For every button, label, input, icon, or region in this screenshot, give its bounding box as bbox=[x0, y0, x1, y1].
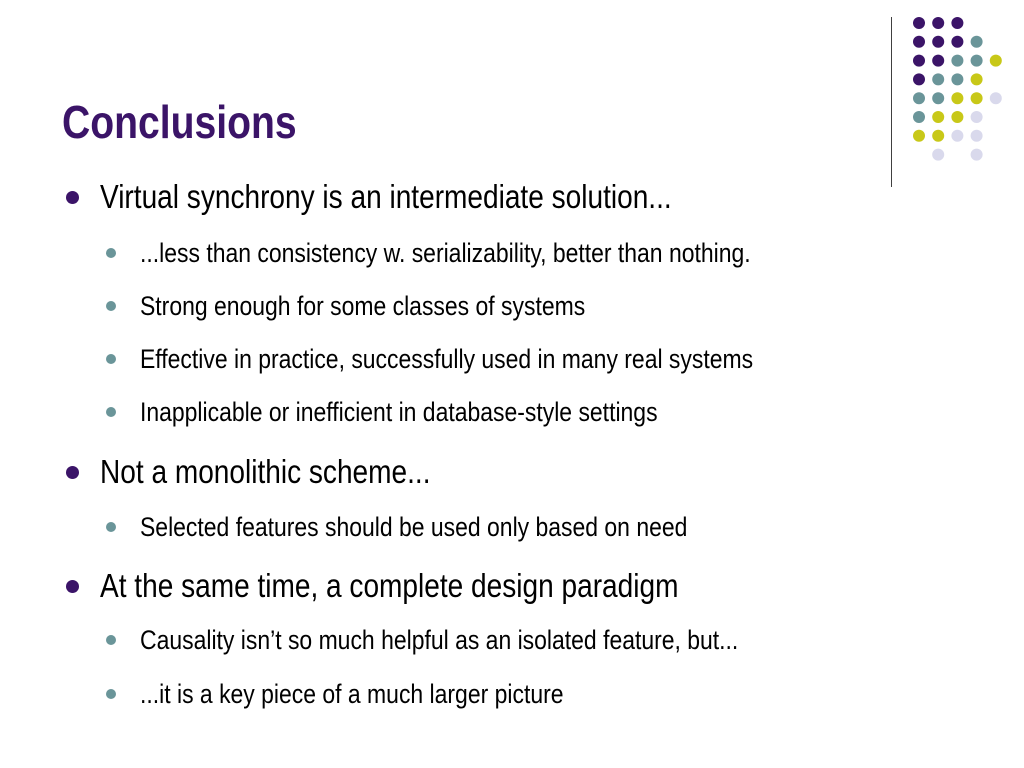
sub-bullet-marker bbox=[106, 301, 116, 311]
sub-bullet-text: ...less than consistency w. serializability, better than nothing. bbox=[140, 238, 751, 268]
decorative-dot bbox=[951, 73, 963, 85]
decorative-dot-grid bbox=[0, 0, 1024, 200]
decorative-dot bbox=[932, 92, 944, 104]
decorative-dot bbox=[971, 55, 983, 67]
sub-bullet-item bbox=[140, 393, 749, 431]
bullet-item bbox=[100, 450, 489, 494]
decorative-dot bbox=[971, 36, 983, 48]
sub-bullet-text: Strong enough for some classes of systems bbox=[140, 291, 586, 321]
decorative-dot bbox=[990, 55, 1002, 67]
decorative-dot bbox=[932, 130, 944, 142]
bullet-text: Virtual synchrony is an intermediate solution... bbox=[100, 178, 672, 215]
decorative-dot bbox=[990, 92, 1002, 104]
decorative-dot bbox=[913, 17, 925, 29]
decorative-dot bbox=[913, 92, 925, 104]
sub-bullet-marker bbox=[106, 522, 116, 532]
decorative-dot bbox=[932, 36, 944, 48]
bullet-item bbox=[100, 175, 773, 219]
decorative-dot bbox=[913, 130, 925, 142]
sub-bullet-marker bbox=[106, 635, 116, 645]
decorative-dot bbox=[951, 92, 963, 104]
decorative-dot bbox=[932, 111, 944, 123]
sub-bullet-text: Selected features should be used only based on need bbox=[140, 512, 688, 542]
sub-bullet-item bbox=[140, 340, 861, 378]
sub-bullet-text: Causality isn’t so much helpful as an isolated feature, but... bbox=[140, 625, 739, 655]
bullet-marker bbox=[66, 580, 79, 593]
sub-bullet-item bbox=[140, 508, 784, 546]
sub-bullet-item bbox=[140, 234, 858, 272]
bullet-marker bbox=[66, 466, 79, 479]
sub-bullet-marker bbox=[106, 689, 116, 699]
bullet-text: At the same time, a complete design paradigm bbox=[100, 567, 679, 604]
decorative-dot bbox=[932, 149, 944, 161]
slide-title: Conclusions bbox=[62, 96, 297, 148]
decorative-dot bbox=[951, 111, 963, 123]
decorative-dot bbox=[913, 36, 925, 48]
sub-bullet-marker bbox=[106, 354, 116, 364]
decorative-dot bbox=[951, 36, 963, 48]
decorative-dot bbox=[971, 130, 983, 142]
decorative-dot bbox=[951, 17, 963, 29]
dot-grid-group bbox=[913, 17, 1002, 161]
bullet-item bbox=[100, 564, 781, 608]
decorative-dot bbox=[932, 73, 944, 85]
sub-bullet-text: Inapplicable or inefficient in database-style settings bbox=[140, 397, 658, 427]
decorative-dot bbox=[971, 73, 983, 85]
decorative-dot bbox=[951, 130, 963, 142]
sub-bullet-text: Effective in practice, successfully used in many real systems bbox=[140, 344, 754, 374]
sub-bullet-marker bbox=[106, 248, 116, 258]
bullet-marker bbox=[66, 191, 79, 204]
sub-bullet-item bbox=[140, 287, 664, 325]
sub-bullet-item bbox=[140, 621, 844, 659]
bullet-text: Not a monolithic scheme... bbox=[100, 453, 431, 490]
decorative-dot bbox=[913, 111, 925, 123]
decorative-dot bbox=[913, 73, 925, 85]
decorative-dot bbox=[932, 55, 944, 67]
decorative-dot bbox=[913, 55, 925, 67]
decorative-dot bbox=[971, 92, 983, 104]
decorative-dot bbox=[951, 55, 963, 67]
sub-bullet-marker bbox=[106, 407, 116, 417]
decorative-dot bbox=[971, 111, 983, 123]
decorative-dot bbox=[971, 149, 983, 161]
sub-bullet-text: ...it is a key piece of a much larger picture bbox=[140, 679, 564, 709]
sub-bullet-item bbox=[140, 675, 638, 713]
decorative-dot bbox=[932, 17, 944, 29]
